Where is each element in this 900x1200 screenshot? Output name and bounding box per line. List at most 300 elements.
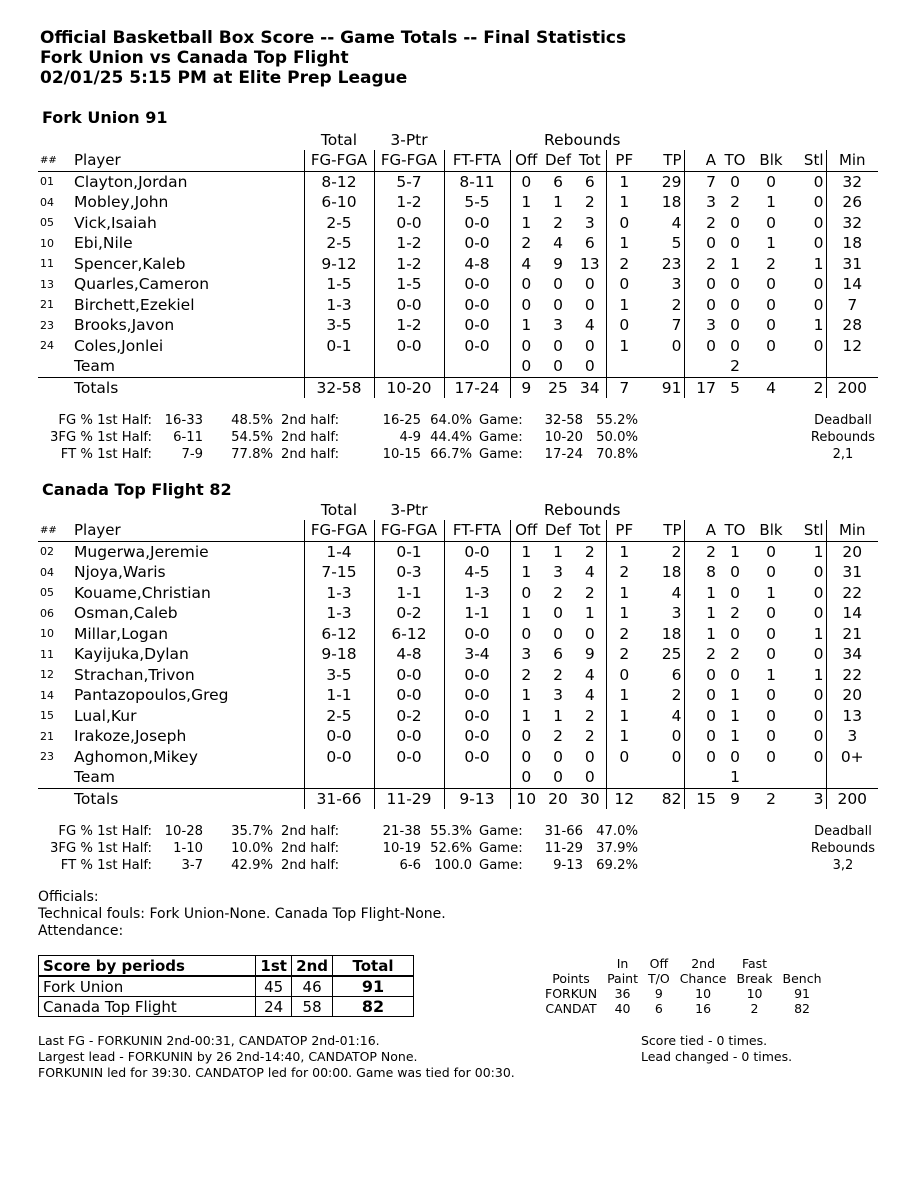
def-reb-cell: 3 [553, 563, 563, 582]
pct-value: 10-15 [382, 447, 421, 462]
blocks-cell: 0 [766, 172, 776, 191]
threept-cell: 1-2 [374, 315, 444, 336]
header-top-cell [684, 500, 718, 520]
ft-cell: 8-11 [444, 171, 510, 192]
fg-cell: 3-5 [304, 315, 374, 336]
total-def-reb: 25 [542, 377, 574, 398]
column-header-tp: TP [642, 520, 684, 541]
off-reb-cell: 1 [510, 315, 542, 336]
column-header-minutes: Min [826, 520, 878, 541]
tot-reb-cell: 9 [574, 644, 606, 665]
def-reb-cell: 0 [553, 295, 563, 314]
player-row [38, 706, 878, 727]
turnovers-cell: 0 [730, 563, 740, 582]
column-header-off-reb: Off [510, 520, 542, 541]
player-row [38, 336, 878, 357]
periods-header-cell: Score by periods [39, 956, 256, 977]
turnovers-cell: 0 [730, 583, 740, 602]
ft-cell: 0-0 [444, 336, 510, 357]
total-threept: 10-20 [374, 377, 444, 398]
assists-cell: 0 [706, 295, 716, 314]
tot-reb-cell: 0 [574, 274, 606, 295]
points-header-cell: Points [552, 971, 590, 986]
pct-value: 3FG % 1st Half: [49, 430, 152, 445]
fg-cell: 1-1 [304, 685, 374, 706]
total-player: Totals [72, 377, 304, 398]
column-header-pf: PF [606, 150, 642, 171]
off-reb-cell: 0 [510, 767, 542, 788]
total-blocks: 4 [752, 377, 790, 398]
pct-value: FT % 1st Half: [60, 858, 152, 873]
score-by-periods-table [38, 955, 414, 1017]
blocks-cell: 1 [766, 583, 776, 602]
ft-cell: 0-0 [444, 274, 510, 295]
total-steals: 2 [790, 377, 826, 398]
minutes-cell: 0+ [840, 747, 864, 766]
player-row [38, 685, 878, 706]
player-row [38, 295, 878, 316]
score-tied: Score tied - 0 times. [641, 1033, 768, 1048]
off-reb-cell: 1 [510, 562, 542, 583]
player-cell: Aghomon,Mikey [74, 747, 198, 766]
minutes-cell: 26 [842, 193, 863, 212]
minutes-cell: 22 [842, 583, 863, 602]
periods-header-row [39, 956, 414, 977]
def-reb-cell: 9 [553, 254, 563, 273]
periods-cell: 45 [256, 976, 292, 997]
points-cell: 82 [794, 1001, 810, 1016]
points-header-cell: Off [649, 956, 669, 971]
header-top-cell: Rebounds [544, 501, 621, 519]
periods-row [39, 997, 414, 1017]
player-row [38, 192, 878, 213]
player-row [38, 315, 878, 336]
header-row-top [38, 130, 878, 150]
matchup: Fork Union vs Canada Top Flight [40, 48, 349, 68]
steals-cell: 1 [790, 624, 826, 645]
off-reb-cell: 2 [510, 665, 542, 686]
column-header-turnovers: TO [718, 520, 752, 541]
threept-cell [374, 767, 444, 788]
tp-cell: 3 [642, 603, 684, 624]
player-cell: Irakoze,Joseph [74, 727, 187, 746]
fg-cell: 1-3 [304, 295, 374, 316]
pct-value: 35.7% [231, 824, 273, 839]
total-fg: 32-58 [304, 377, 374, 398]
column-header-tot-reb: Tot [574, 520, 606, 541]
total-threept: 11-29 [374, 788, 444, 809]
pf-cell: 1 [619, 193, 630, 212]
blocks-cell: 0 [766, 686, 776, 705]
periods-header-cell: 1st [256, 956, 292, 977]
total-minutes: 200 [826, 788, 878, 809]
header-top-cell [72, 500, 304, 520]
fg-cell: 1-4 [304, 541, 374, 562]
threept-cell: 0-0 [374, 336, 444, 357]
turnovers-cell: 2 [730, 604, 740, 623]
pct-value: 10-19 [382, 841, 421, 856]
pct-value: 42.9% [231, 858, 273, 873]
pct-value: 7-9 [181, 447, 203, 462]
tp-cell: 5 [642, 233, 684, 254]
steals-cell: 0 [790, 603, 826, 624]
player-cell: Mugerwa,Jeremie [74, 542, 209, 561]
total-off-reb: 10 [510, 788, 542, 809]
jersey-cell: 21 [40, 298, 54, 312]
blocks-cell: 1 [766, 193, 776, 212]
pf-cell [606, 356, 642, 377]
blocks-cell: 0 [766, 316, 776, 335]
turnovers-cell: 1 [730, 768, 740, 787]
total-turnovers: 9 [718, 788, 752, 809]
pct-value: 16-33 [164, 413, 203, 428]
tp-cell: 2 [642, 295, 684, 316]
def-reb-cell: 0 [553, 624, 563, 643]
steals-cell: 0 [790, 295, 826, 316]
fg-cell: 9-12 [304, 254, 374, 275]
steals-cell: 0 [790, 583, 826, 604]
column-header-ft: FT-FTA [444, 150, 510, 171]
assists-cell: 0 [706, 727, 716, 746]
total-tot-reb: 34 [574, 377, 606, 398]
minutes-cell: 32 [842, 172, 863, 191]
points-header-cell: Paint [607, 971, 639, 986]
minutes-cell: 20 [842, 542, 863, 561]
pct-value: 55.2% [596, 413, 638, 428]
pct-value: Game: [479, 447, 523, 462]
jersey-cell: 13 [40, 277, 54, 291]
pct-value: 3-7 [181, 858, 203, 873]
column-header-off-reb: Off [510, 150, 542, 171]
tot-reb-cell: 0 [574, 336, 606, 357]
steals-cell: 0 [790, 192, 826, 213]
def-reb-cell: 0 [553, 747, 563, 766]
minutes-cell: 18 [842, 234, 863, 253]
minutes-cell: 12 [842, 336, 863, 355]
blocks-cell [752, 767, 790, 788]
lead-changed: Lead changed - 0 times. [641, 1049, 793, 1064]
fg-cell: 7-15 [304, 562, 374, 583]
total-tp: 82 [642, 788, 684, 809]
fg-cell: 8-12 [304, 171, 374, 192]
blocks-cell: 0 [766, 604, 776, 623]
column-header-player: Player [72, 520, 304, 541]
player-cell: Kouame,Christian [74, 583, 211, 602]
steals-cell: 0 [790, 233, 826, 254]
pct-value: 64.0% [430, 413, 472, 428]
steals-cell: 0 [790, 274, 826, 295]
fg-cell: 1-3 [304, 603, 374, 624]
points-header-cell: Break [736, 971, 773, 986]
pct-value: 69.2% [596, 858, 638, 873]
ft-cell: 1-1 [444, 603, 510, 624]
pct-value: Game: [479, 841, 523, 856]
threept-cell: 1-2 [374, 233, 444, 254]
threept-cell: 1-1 [374, 583, 444, 604]
header-top-cell [826, 500, 878, 520]
player-row [38, 767, 878, 788]
player-row [38, 726, 878, 747]
total-turnovers: 5 [718, 377, 752, 398]
points-header-cell: T/O [648, 971, 670, 986]
periods-cell: 58 [292, 997, 333, 1017]
points-cell: 40 [614, 1001, 631, 1016]
points-cell: CANDAT [545, 1001, 597, 1016]
turnovers-cell: 1 [730, 542, 740, 561]
threept-cell: 1-2 [374, 254, 444, 275]
blocks-cell: 0 [766, 542, 776, 561]
fg-cell: 1-3 [304, 583, 374, 604]
column-header-jersey: ## [38, 520, 72, 541]
ft-cell: 0-0 [444, 295, 510, 316]
jersey-cell: 24 [40, 339, 54, 353]
fg-cell: 2-5 [304, 213, 374, 234]
shooting-pct-canada-top-flight [38, 823, 658, 874]
assists-cell: 3 [706, 316, 716, 335]
threept-cell: 6-12 [374, 624, 444, 645]
pct-row [38, 412, 658, 429]
tp-cell: 0 [642, 747, 684, 768]
player-row [38, 665, 878, 686]
header-top-cell [752, 130, 790, 150]
tot-reb-cell: 4 [574, 685, 606, 706]
tp-cell: 18 [642, 624, 684, 645]
ft-cell: 0-0 [444, 233, 510, 254]
ft-cell: 4-8 [444, 254, 510, 275]
jersey-cell: 11 [40, 647, 54, 661]
pct-value: FG % 1st Half: [58, 413, 152, 428]
ft-cell: 0-0 [444, 726, 510, 747]
header-top-cell: Rebounds [544, 131, 621, 149]
threept-cell [374, 356, 444, 377]
assists-cell: 3 [706, 193, 716, 212]
threept-cell: 1-5 [374, 274, 444, 295]
assists-cell [684, 356, 718, 377]
header-top-cell [790, 130, 826, 150]
tot-reb-cell: 2 [574, 192, 606, 213]
player-cell: Spencer,Kaleb [74, 254, 186, 273]
player-row [38, 624, 878, 645]
minutes-cell: 31 [842, 563, 863, 582]
player-row [38, 583, 878, 604]
report-header [40, 28, 626, 88]
tp-cell: 23 [642, 254, 684, 275]
turnovers-cell: 2 [730, 645, 740, 664]
tp-cell [642, 767, 684, 788]
points-header-top [540, 956, 827, 971]
jersey-cell: 21 [40, 729, 54, 743]
column-header-ft: FT-FTA [444, 520, 510, 541]
player-cell: Millar,Logan [74, 624, 169, 643]
header-top-cell [826, 130, 878, 150]
pct-value: 11-29 [544, 841, 583, 856]
ft-cell: 0-0 [444, 747, 510, 768]
pf-cell: 0 [619, 275, 630, 294]
turnovers-cell: 0 [730, 665, 740, 684]
tp-cell: 7 [642, 315, 684, 336]
footer-right-notes [641, 1033, 792, 1065]
off-reb-cell: 0 [510, 171, 542, 192]
points-breakdown-table [540, 956, 827, 1016]
fg-cell: 3-5 [304, 665, 374, 686]
pct-value: 100.0 [434, 858, 472, 873]
header-top-cell [752, 500, 790, 520]
total-assists: 17 [684, 377, 718, 398]
header-top-cell [38, 130, 72, 150]
jersey-cell: 10 [40, 236, 54, 250]
def-reb-cell: 2 [553, 665, 563, 684]
def-reb-cell: 0 [553, 768, 563, 787]
threept-cell: 0-0 [374, 295, 444, 316]
technical-fouls: Technical fouls: Fork Union-None. Canada Top Flight-None. [38, 906, 446, 922]
player-cell: Birchett,Ezekiel [74, 295, 195, 314]
deadball-line: Deadball [814, 413, 872, 428]
turnovers-cell: 1 [730, 254, 740, 273]
points-header-bottom [540, 971, 827, 986]
fg-cell: 0-1 [304, 336, 374, 357]
turnovers-cell: 2 [730, 193, 740, 212]
tot-reb-cell: 6 [574, 171, 606, 192]
pct-value: 16-25 [382, 413, 421, 428]
total-off-reb: 9 [510, 377, 542, 398]
pct-value: 44.4% [430, 430, 472, 445]
periods-cell: 46 [292, 976, 333, 997]
header-top-cell: Total [320, 131, 358, 149]
header-top-cell [510, 130, 542, 150]
deadball-rebounds-canada-top-flight [798, 823, 888, 874]
blocks-cell: 0 [766, 624, 776, 643]
points-row [540, 1001, 827, 1016]
points-cell: 91 [794, 986, 810, 1001]
assists-cell: 0 [706, 275, 716, 294]
pf-cell: 1 [619, 542, 630, 561]
column-header-blocks: Blk [752, 150, 790, 171]
points-header-cell: Bench [782, 971, 822, 986]
minutes-cell: 13 [842, 706, 863, 725]
player-cell: Team [74, 768, 115, 787]
turnovers-cell: 0 [730, 747, 740, 766]
pct-value: 10-28 [164, 824, 203, 839]
header-top-cell [444, 500, 510, 520]
steals-cell: 1 [790, 665, 826, 686]
box-score-table-fork-union [38, 130, 878, 398]
minutes-cell: 21 [842, 624, 863, 643]
total-ft: 9-13 [444, 788, 510, 809]
off-reb-cell: 0 [510, 583, 542, 604]
pf-cell: 1 [619, 604, 630, 623]
pf-cell: 2 [619, 563, 630, 582]
threept-cell: 0-0 [374, 685, 444, 706]
assists-cell: 1 [706, 604, 716, 623]
totals-row [38, 788, 878, 809]
assists-cell: 0 [706, 336, 716, 355]
steals-cell: 0 [790, 644, 826, 665]
footer-left-notes [38, 1033, 515, 1081]
pf-cell: 1 [619, 172, 630, 191]
pct-row [38, 823, 658, 840]
pct-value: 1-10 [173, 841, 203, 856]
total-assists: 15 [684, 788, 718, 809]
assists-cell [684, 767, 718, 788]
total-player: Totals [72, 788, 304, 809]
threept-cell: 0-2 [374, 603, 444, 624]
assists-cell: 8 [706, 563, 716, 582]
player-cell: Quarles,Cameron [74, 275, 210, 294]
off-reb-cell: 1 [510, 541, 542, 562]
player-cell: Ebi,Nile [74, 234, 133, 253]
pct-value: 50.0% [596, 430, 638, 445]
blocks-cell: 0 [766, 563, 776, 582]
steals-cell [790, 767, 826, 788]
assists-cell: 2 [706, 213, 716, 232]
pf-cell: 2 [619, 645, 630, 664]
column-header-def-reb: Def [542, 150, 574, 171]
header-top-cell [510, 500, 542, 520]
jersey-cell: 23 [40, 318, 54, 332]
column-header-assists: A [684, 520, 718, 541]
total-steals: 3 [790, 788, 826, 809]
turnovers-cell: 0 [730, 213, 740, 232]
tot-reb-cell: 0 [574, 767, 606, 788]
off-reb-cell: 3 [510, 644, 542, 665]
blocks-cell: 0 [766, 645, 776, 664]
pct-row [38, 857, 658, 874]
column-header-turnovers: TO [718, 150, 752, 171]
jersey-cell: 05 [40, 216, 54, 230]
pf-cell: 1 [619, 336, 630, 355]
ft-cell: 5-5 [444, 192, 510, 213]
shooting-pct-fork-union [38, 412, 658, 463]
def-reb-cell: 3 [553, 316, 563, 335]
pct-value: 2nd half: [281, 413, 340, 428]
ft-cell: 0-0 [444, 315, 510, 336]
assists-cell: 7 [706, 172, 716, 191]
def-reb-cell: 0 [553, 604, 563, 623]
pf-cell: 1 [619, 583, 630, 602]
attendance: Attendance: [38, 923, 124, 939]
player-cell: Strachan,Trivon [74, 665, 195, 684]
jersey-cell [38, 767, 72, 788]
pf-cell: 1 [619, 727, 630, 746]
blocks-cell: 1 [766, 234, 776, 253]
steals-cell [790, 356, 826, 377]
header-top-cell [72, 130, 304, 150]
pf-cell: 1 [619, 686, 630, 705]
pct-value: 48.5% [231, 413, 273, 428]
ft-cell: 0-0 [444, 213, 510, 234]
steals-cell: 1 [790, 315, 826, 336]
points-cell: 6 [654, 1001, 663, 1016]
def-reb-cell: 1 [553, 193, 563, 212]
periods-row [39, 976, 414, 997]
pf-cell: 1 [619, 706, 630, 725]
def-reb-cell: 2 [553, 727, 563, 746]
pct-row [38, 840, 658, 857]
pct-value: 55.3% [430, 824, 472, 839]
threept-cell: 0-1 [374, 541, 444, 562]
jersey-cell: 11 [40, 257, 54, 271]
player-cell: Njoya,Waris [74, 563, 166, 582]
column-header-fg: FG-FGA [304, 150, 374, 171]
box-score-table-canada-top-flight [38, 500, 878, 809]
pct-value: 10-20 [544, 430, 583, 445]
blocks-cell: 0 [766, 295, 776, 314]
header-top-cell [642, 500, 684, 520]
tp-cell: 4 [642, 706, 684, 727]
fg-cell [304, 356, 374, 377]
pct-value: Game: [479, 413, 523, 428]
ft-cell: 1-3 [444, 583, 510, 604]
